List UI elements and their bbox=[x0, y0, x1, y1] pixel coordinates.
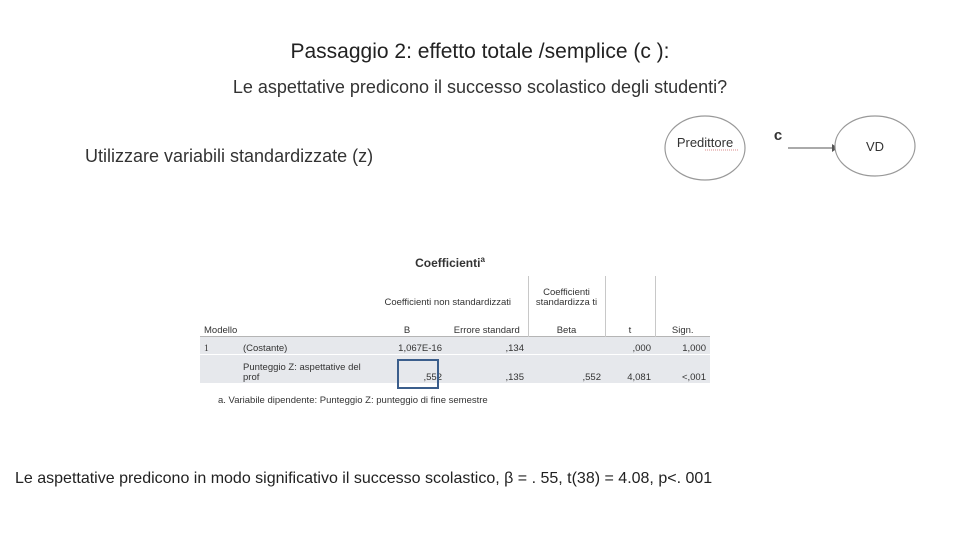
predictor-label: Predittore bbox=[676, 135, 734, 150]
header-standardized: Coefficienti standardizza ti bbox=[528, 276, 605, 308]
header-modello: Modello bbox=[204, 325, 238, 336]
cell-b: 1,067E-16 bbox=[368, 337, 446, 355]
table-header-row bbox=[200, 308, 710, 337]
cell-beta bbox=[528, 337, 605, 355]
header-b: B bbox=[403, 325, 411, 336]
cell-se: ,135 bbox=[446, 355, 528, 384]
mediation-path-diagram bbox=[660, 112, 920, 188]
table-caption-text: Coefficienti bbox=[415, 256, 481, 270]
cell-label: (Costante) bbox=[235, 337, 368, 355]
table-caption-sup: a bbox=[480, 255, 485, 264]
cell-model: 1 bbox=[200, 337, 235, 355]
title-step: Passaggio 2 bbox=[290, 40, 407, 63]
cell-se: ,134 bbox=[446, 337, 528, 355]
title-text: : effetto totale /semplice (c ): bbox=[406, 40, 670, 63]
coefficients-table bbox=[200, 276, 710, 383]
cell-label: Punteggio Z: aspettative del prof bbox=[235, 355, 368, 384]
cell-b: ,552 bbox=[368, 355, 446, 384]
table-row bbox=[200, 337, 710, 355]
path-c-label: c bbox=[773, 127, 783, 144]
header-sign: Sign. bbox=[655, 308, 710, 337]
conclusion-text: Le aspettative predicono in modo significativo il successo scolastico, β = . 55, t(38) = 4.08, p<. 001 bbox=[15, 470, 713, 487]
table-group-header-row bbox=[200, 276, 710, 308]
header-t: t bbox=[605, 308, 655, 337]
cell-beta: ,552 bbox=[528, 355, 605, 384]
table-footnote: a. Variabile dipendente: Punteggio Z: punteggio di fine semestre bbox=[218, 395, 488, 406]
slide-subtitle: Le aspettative predicono il successo scolastico degli studenti? bbox=[232, 77, 728, 97]
cell-sig: <,001 bbox=[655, 355, 710, 384]
header-errore: Errore standard bbox=[453, 325, 520, 336]
header-beta: Beta bbox=[528, 308, 605, 337]
cell-t: ,000 bbox=[605, 337, 655, 355]
table-caption bbox=[330, 255, 570, 270]
cell-t: 4,081 bbox=[605, 355, 655, 384]
outcome-label: VD bbox=[865, 139, 885, 154]
slide-title bbox=[0, 40, 960, 64]
instruction-text: Utilizzare variabili standardizzate (z) bbox=[85, 146, 374, 166]
cell-sig: 1,000 bbox=[655, 337, 710, 355]
highlight-b-value bbox=[397, 359, 439, 389]
header-unstandardized: Coefficienti non standardizzati bbox=[384, 297, 512, 308]
table-row bbox=[200, 355, 710, 384]
cell-model bbox=[200, 355, 235, 384]
